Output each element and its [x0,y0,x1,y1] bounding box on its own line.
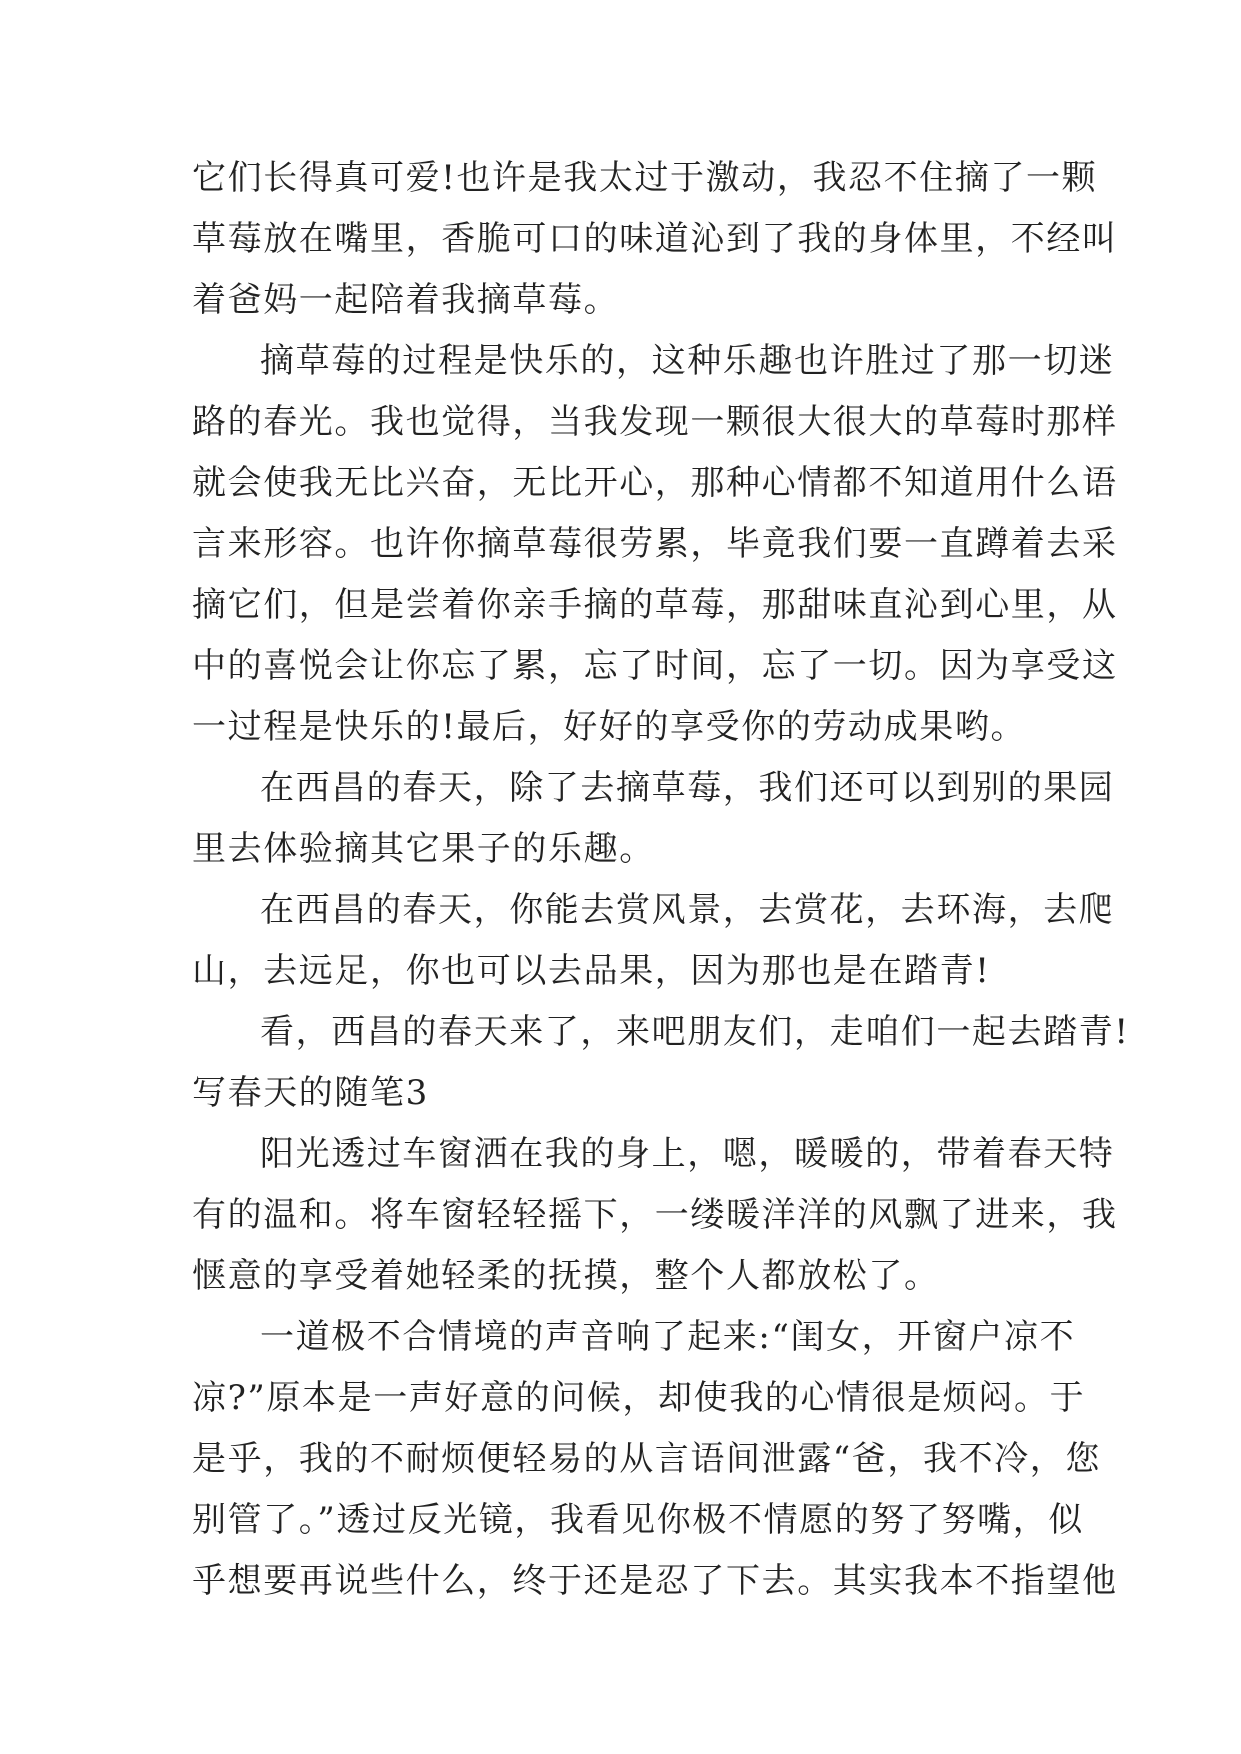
paragraph-first-line: 一道极不合情境的声音响了起来:“闺女，开窗户凉不 [260,1317,1076,1357]
paragraph-first-line: 阳光透过车窗洒在我的身上，嗯，暖暖的，带着春天特 [260,1134,1115,1174]
document-page [192,148,1130,1612]
text-line: 草莓放在嘴里，香脆可口的味道沁到了我的身体里，不经叫 [192,219,1118,259]
text-line: 凉?”原本是一声好意的问候，却使我的心情很是烦闷。于 [192,1378,1086,1418]
text-line: 一过程是快乐的!最后，好好的享受你的劳动成果哟。 [192,707,1027,747]
section-heading: 写春天的随笔3 [192,1073,429,1113]
text-line: 别管了。”透过反光镜，我看见你极不情愿的努了努嘴，似 [192,1500,1084,1540]
paragraph-first-line: 在西昌的春天，你能去赏风景，去赏花，去环海，去爬 [260,890,1115,930]
text-line: 它们长得真可爱!也许是我太过于激动，我忍不住摘了一颗 [192,158,1098,198]
text-line: 路的春光。我也觉得，当我发现一颗很大很大的草莓时那样 [192,402,1118,442]
paragraph-first-line: 看，西昌的春天来了，来吧朋友们，走咱们一起去踏青! [260,1012,1130,1052]
text-line: 就会使我无比兴奋，无比开心，那种心情都不知道用什么语 [192,463,1118,503]
text-line: 是乎，我的不耐烦便轻易的从言语间泄露“爸，我不冷，您 [192,1439,1101,1479]
text-line: 乎想要再说些什么，终于还是忍了下去。其实我本不指望他 [192,1561,1118,1601]
text-line: 中的喜悦会让你忘了累，忘了时间，忘了一切。因为享受这 [192,646,1118,686]
paragraph-first-line: 摘草莓的过程是快乐的，这种乐趣也许胜过了那一切迷 [260,341,1115,381]
text-line: 言来形容。也许你摘草莓很劳累，毕竟我们要一直蹲着去采 [192,524,1118,564]
text-line: 着爸妈一起陪着我摘草莓。 [192,280,620,320]
text-line: 惬意的享受着她轻柔的抚摸，整个人都放松了。 [192,1256,940,1296]
text-line: 有的温和。将车窗轻轻摇下，一缕暖洋洋的风飘了进来，我 [192,1195,1118,1235]
paragraph-first-line: 在西昌的春天，除了去摘草莓，我们还可以到别的果园 [260,768,1115,808]
text-line: 里去体验摘其它果子的乐趣。 [192,829,655,869]
text-line: 摘它们，但是尝着你亲手摘的草莓，那甜味直沁到心里，从 [192,585,1118,625]
text-line: 山，去远足，你也可以去品果，因为那也是在踏青! [192,951,991,991]
